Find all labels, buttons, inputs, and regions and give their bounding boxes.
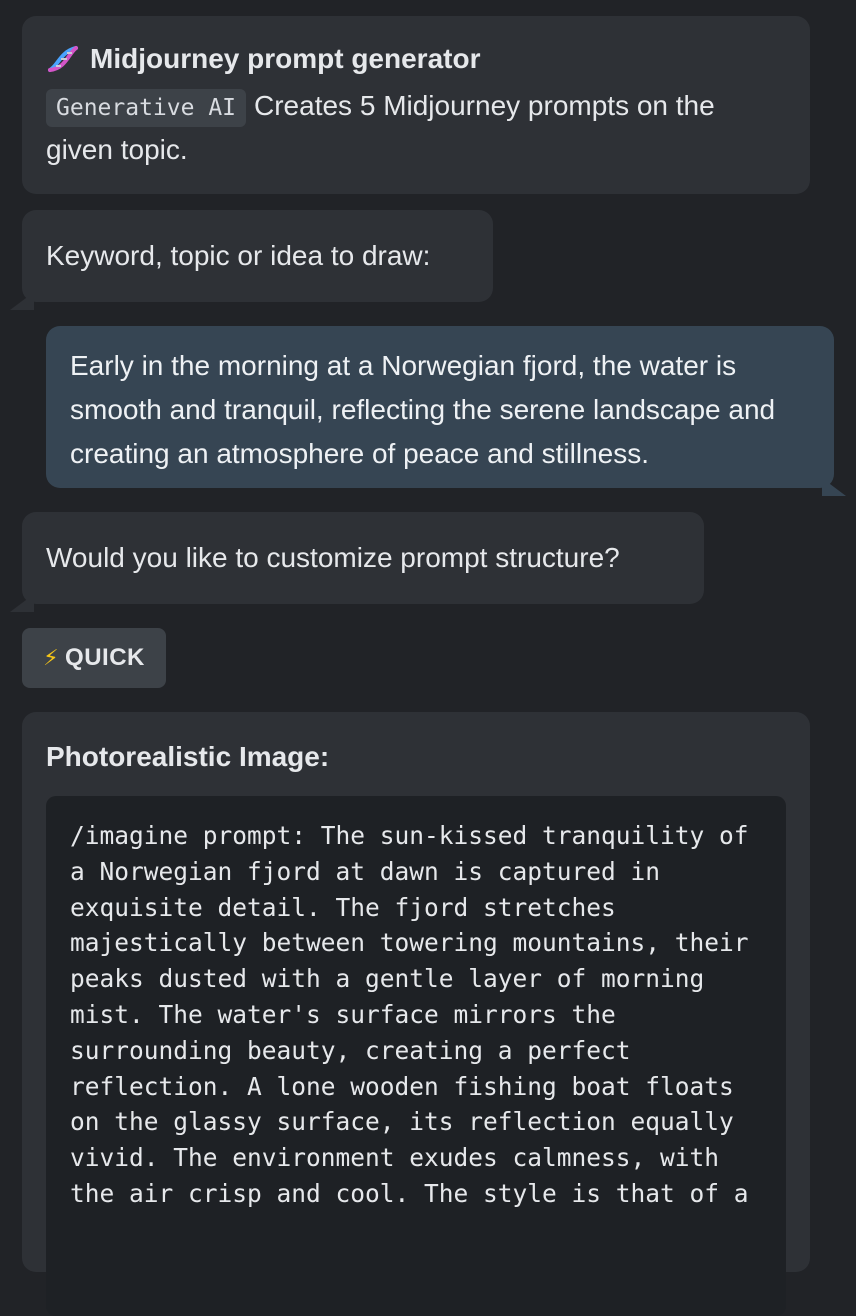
quick-button-label: QUICK — [65, 644, 145, 671]
user-message — [46, 326, 834, 488]
header-description: Creates 5 Midjourney prompts on the given topic. — [46, 90, 715, 165]
bot-message-topic — [22, 210, 493, 302]
result-card — [22, 712, 810, 1272]
bot-message-topic-text: Keyword, topic or idea to draw: — [46, 240, 431, 271]
generator-header-card — [22, 16, 810, 194]
result-title: Photorealistic Image: — [46, 741, 330, 772]
category-tag: Generative AI — [46, 89, 246, 127]
header-description-row — [46, 84, 786, 172]
bubble-tail — [10, 594, 34, 612]
dna-icon — [46, 44, 80, 74]
prompt-code-block[interactable]: /imagine prompt: The sun-kissed tranquility of a Norwegian fjord at dawn is captured in exquisite detail. The fjord stretches majestically between towering mountains, their peaks dusted with a gentle layer of morning mist. The water's surface mirrors the surrounding beauty, creating a perfect reflection. A lone wooden fishing boat floats on the glassy surface, its reflection equally vivid. The environment exudes calmness, with the air crisp and cool. The style is that of a — [46, 796, 786, 1316]
bubble-tail — [10, 292, 34, 310]
bubble-tail — [822, 478, 846, 496]
lightning-icon: ⚡ — [43, 645, 60, 670]
user-message-text: Early in the morning at a Norwegian fjord, the water is smooth and tranquil, reflecting the serene landscape and creating an atmosphere of peace and stillness. — [70, 350, 776, 469]
bot-message-structure — [22, 512, 704, 604]
header-title: Midjourney prompt generator — [90, 43, 481, 74]
quick-button[interactable] — [22, 628, 166, 688]
header-title-row — [46, 42, 786, 76]
bot-message-structure-text: Would you like to customize prompt structure? — [46, 542, 620, 573]
